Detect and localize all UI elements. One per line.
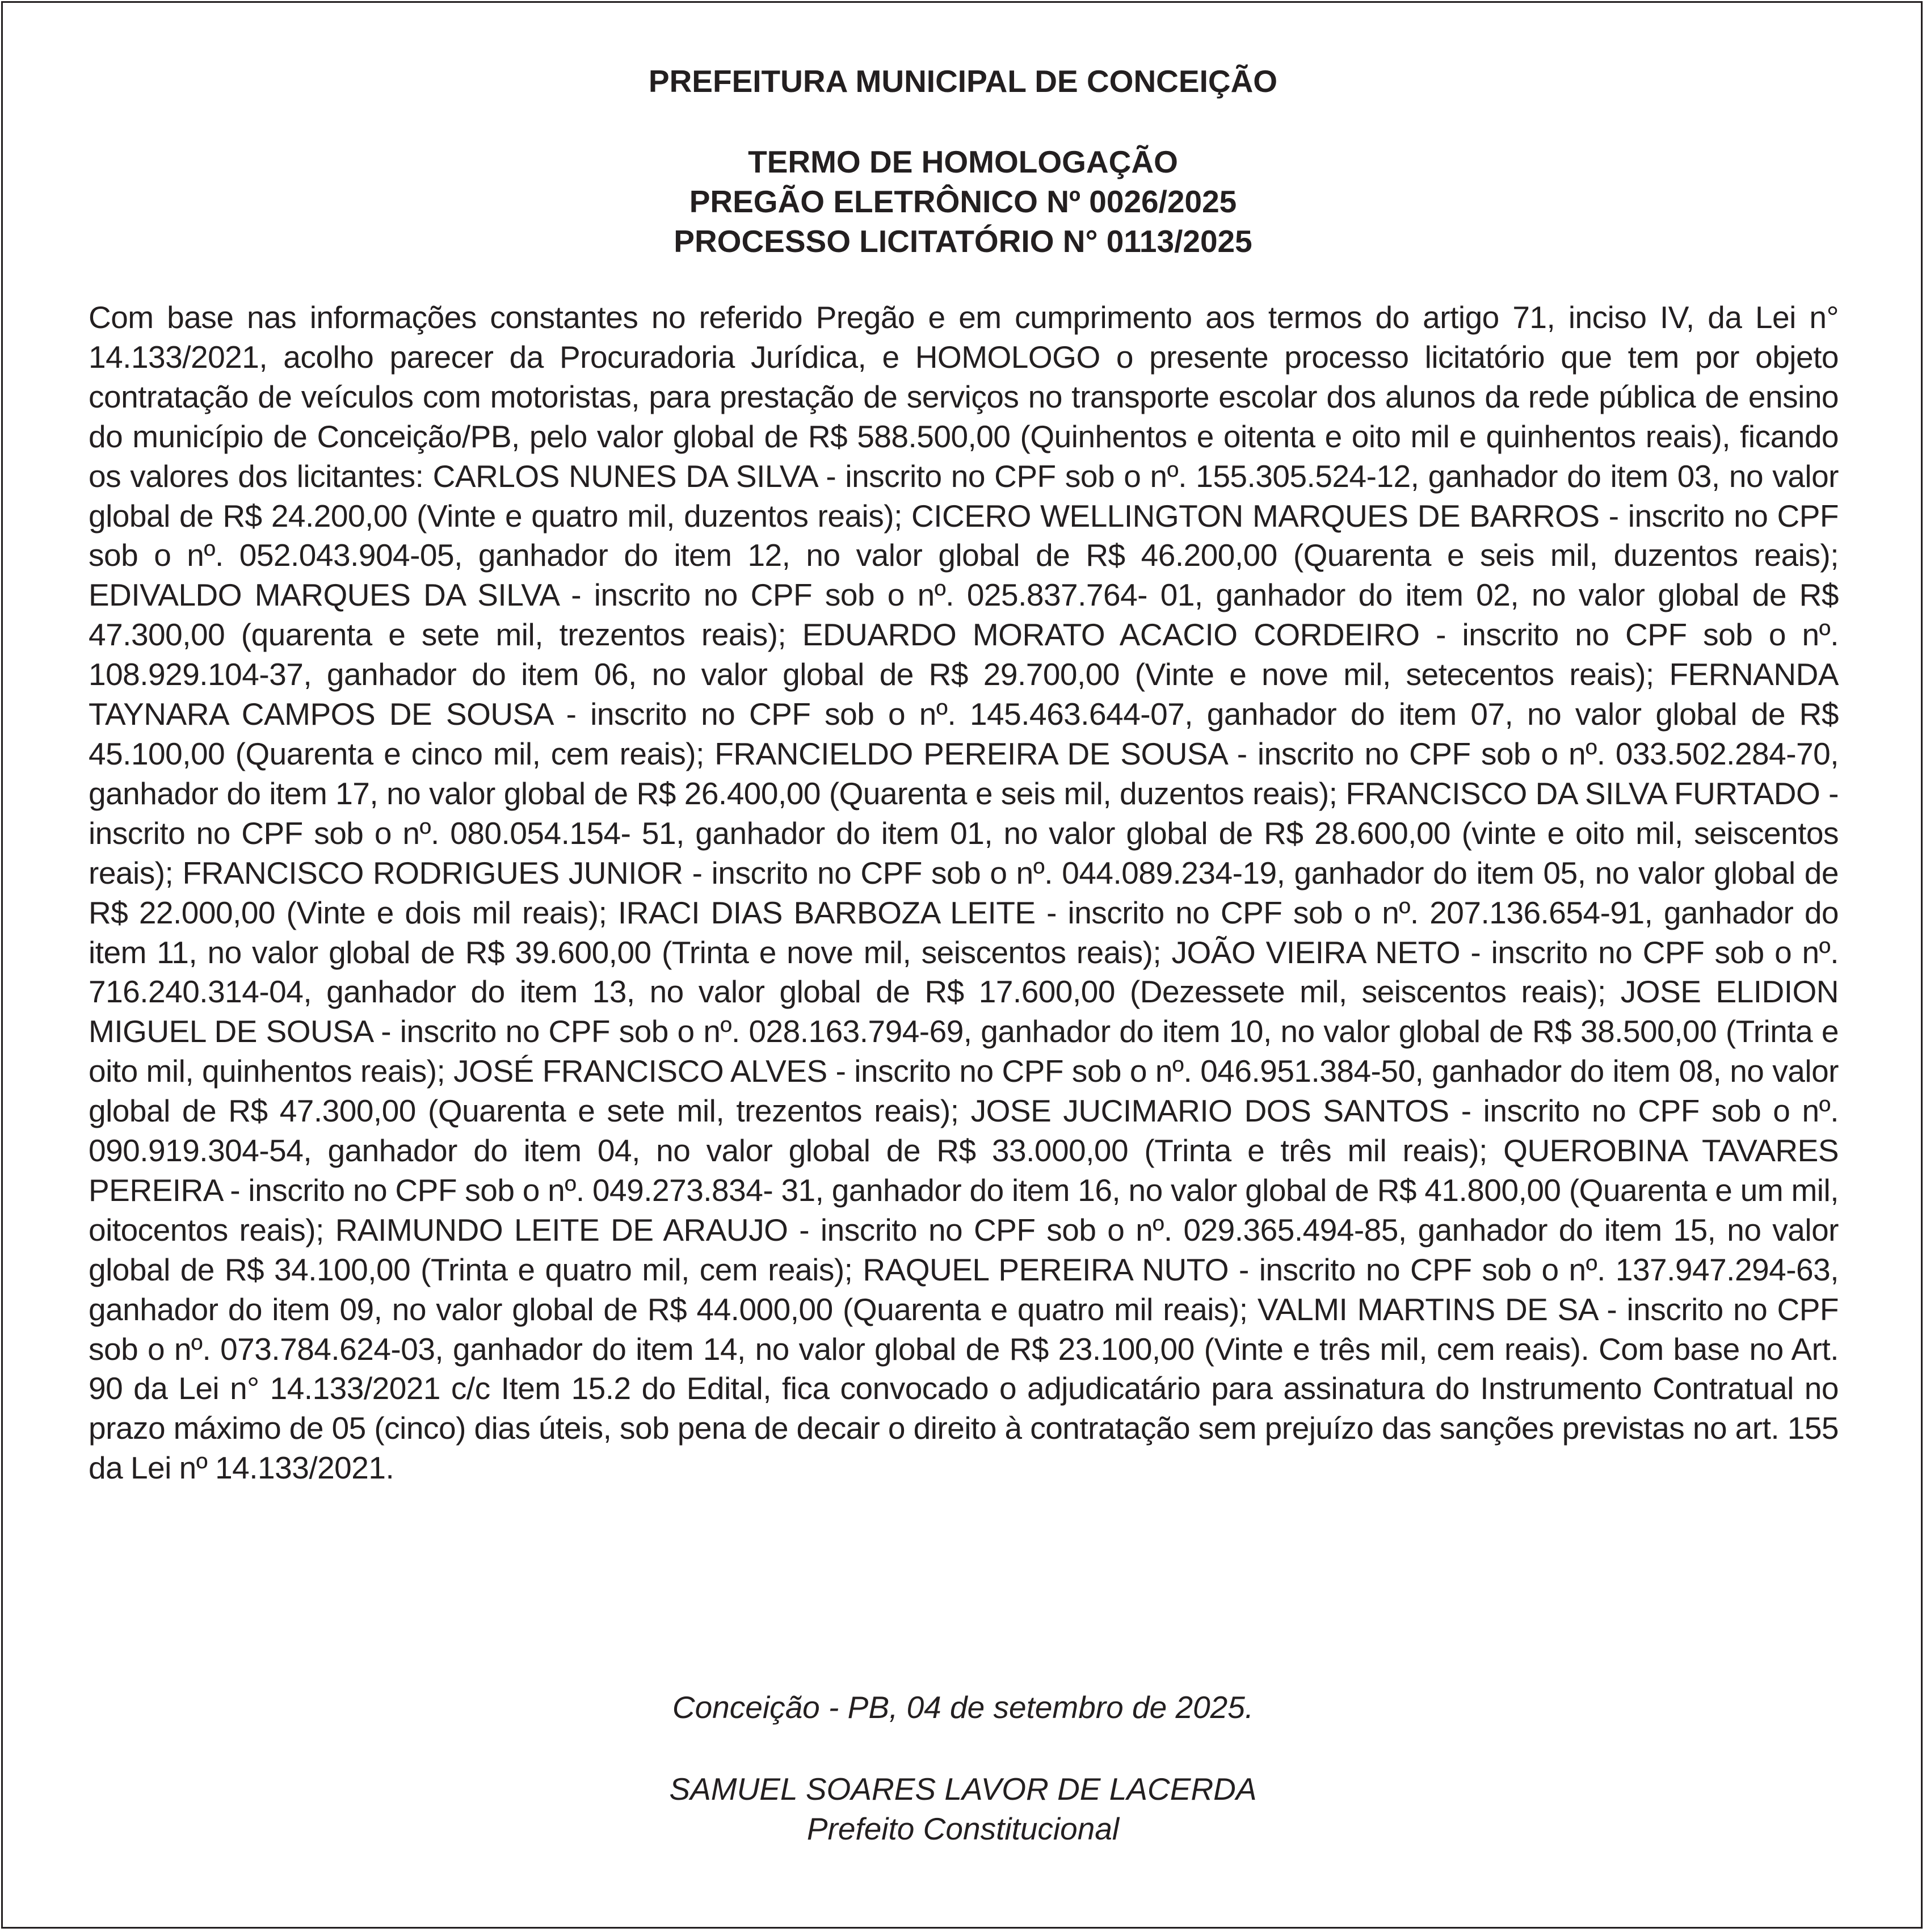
document-heading	[0, 142, 1926, 261]
body-paragraph: Com base nas informações constantes no referido Pregão e em cumprimento aos termos do artigo 71, inciso IV, da Lei n° 14.133/2021, acolho parecer da Procuradoria Jurídica, e HOMOLOGO o presente processo licitatório que tem por objeto contratação de veículos com motoristas, para prestação de serviços no transporte escolar dos alunos da rede pública de ensino do município de Conceição/PB, pelo valor global de R$ 588.500,00 (Quinhentos e oitenta e oito mil e quinhentos reais), ficando os valores dos licitantes: CARLOS NUNES DA SILVA - inscrito no CPF sob o nº. 155.305.524-12, ganhador do item 03, no valor global de R$ 24.200,00 (Vinte e quatro mil, duzentos reais); CICERO WELLINGTON MARQUES DE BARROS - inscrito no CPF sob o nº. 052.043.904-05, ganhador do item 12, no valor global de R$ 46.200,00 (Quarenta e seis mil, duzentos reais); EDIVALDO MARQUES DA SILVA - inscrito no CPF sob o nº. 025.837.764- 01, ganhador do item 02, no valor global de R$ 47.300,00 (quarenta e sete mil, trezentos reais); EDUARDO MORATO ACACIO CORDEIRO - inscrito no CPF sob o nº. 108.929.104-37, ganhador do item 06, no valor global de R$ 29.700,00 (Vinte e nove mil, setecentos reais); FERNANDA TAYNARA CAMPOS DE SOUSA - inscrito no CPF sob o nº. 145.463.644-07, ganhador do item 07, no valor global de R$ 45.100,00 (Quarenta e cinco mil, cem reais); FRANCIELDO PEREIRA DE SOUSA - inscrito no CPF sob o nº. 033.502.284-70, ganhador do item 17, no valor global de R$ 26.400,00 (Quarenta e seis mil, duzentos reais); FRANCISCO DA SILVA FURTADO - inscrito no CPF sob o nº. 080.054.154- 51, ganhador do item 01, no valor global de R$ 28.600,00 (vinte e oito mil, seiscentos reais); FRANCISCO RODRIGUES JUNIOR - inscrito no CPF sob o nº. 044.089.234-19, ganhador do item 05, no valor global de R$ 22.000,00 (Vinte e dois mil reais); IRACI DIAS BARBOZA LEITE - inscrito no CPF sob o nº. 207.136.654-91, ganhador do item 11, no valor global de R$ 39.600,00 (Trinta e nove mil, seiscentos reais); JOÃO VIEIRA NETO - inscrito no CPF sob o nº. 716.240.314-04, ganhador do item 13, no valor global de R$ 17.600,00 (Dezessete mil, seiscentos reais); JOSE ELIDION MIGUEL DE SOUSA - inscrito no CPF sob o nº. 028.163.794-69, ganhador do item 10, no valor global de R$ 38.500,00 (Trinta e oito mil, quinhentos reais); JOSÉ FRANCISCO ALVES - inscrito no CPF sob o nº. 046.951.384-50, ganhador do item 08, no valor global de R$ 47.300,00 (Quarenta e sete mil, trezentos reais); JOSE JUCIMARIO DOS SANTOS - inscrito no CPF sob o nº. 090.919.304-54, ganhador do item 04, no valor global de R$ 33.000,00 (Trinta e três mil reais); QUEROBINA TAVARES PEREIRA - inscrito no CPF sob o nº. 049.273.834- 31, ganhador do item 16, no valor global de R$ 41.800,00 (Quarenta e um mil, oitocentos reais); RAIMUNDO LEITE DE ARAUJO - inscrito no CPF sob o nº. 029.365.494-85, ganhador do item 15, no valor global de R$ 34.100,00 (Trinta e quatro mil, cem reais); RAQUEL PEREIRA NUTO - inscrito no CPF sob o nº. 137.947.294-63, ganhador do item 09, no valor global de R$ 44.000,00 (Quarenta e quatro mil reais); VALMI MARTINS DE SA - inscrito no CPF sob o nº. 073.784.624-03, ganhador do item 14, no valor global de R$ 23.100,00 (Vinte e três mil, cem reais). Com base no Art. 90 da Lei n° 14.133/2021 c/c Item 15.2 do Edital, fica convocado o adjudicatário para assinatura do Instrumento Contratual no prazo máximo de 05 (cinco) dias úteis, sob pena de decair o direito à contratação sem prejuízo das sanções previstas no art. 155 da Lei nº 14.133/2021.	[89, 300, 1839, 1486]
processo-number: PROCESSO LICITATÓRIO N° 0113/2025	[674, 224, 1252, 259]
signatory-role: Prefeito Constitucional	[806, 1811, 1120, 1846]
organization-title: PREFEITURA MUNICIPAL DE CONCEIÇÃO	[648, 64, 1278, 99]
term-title: TERMO DE HOMOLOGAÇÃO	[748, 144, 1178, 179]
place-date: Conceição - PB, 04 de setembro de 2025.	[672, 1690, 1254, 1725]
signatory-name: SAMUEL SOARES LAVOR DE LACERDA	[669, 1771, 1257, 1807]
pregao-number: PREGÃO ELETRÔNICO Nº 0026/2025	[689, 184, 1237, 219]
